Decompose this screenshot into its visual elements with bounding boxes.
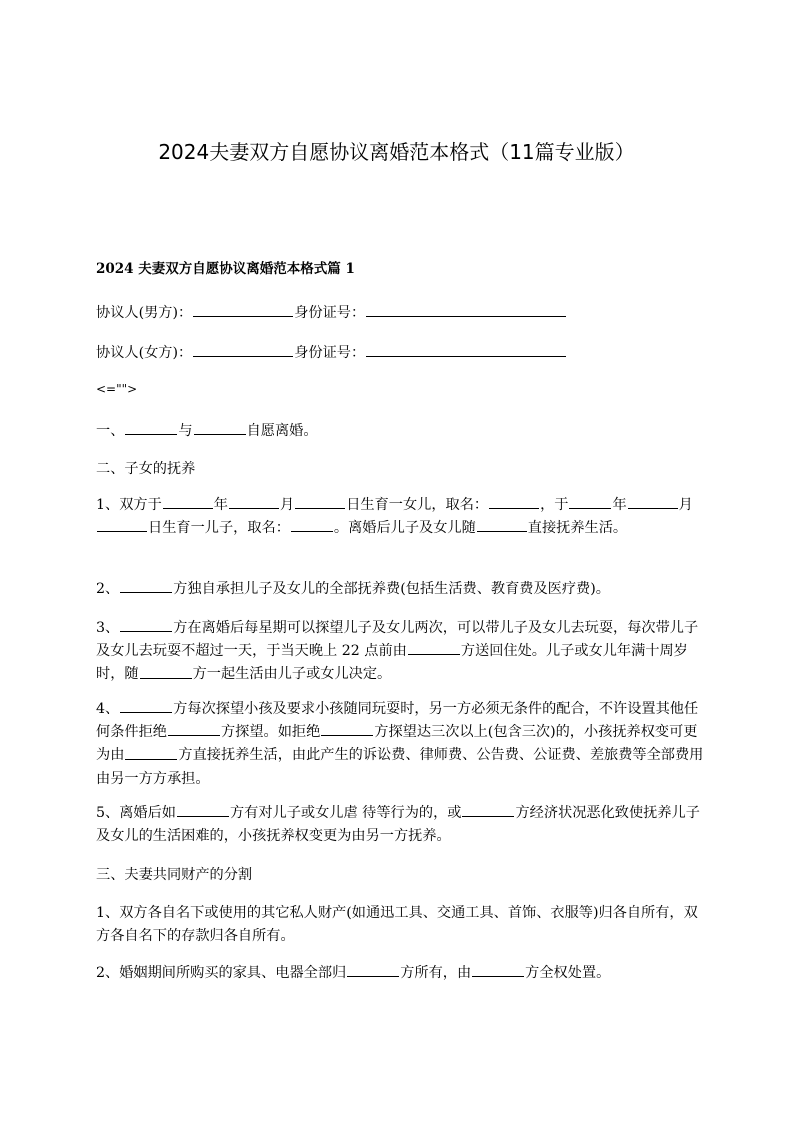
blank [366,302,566,317]
paragraph-3: 3、 方在离婚后每星期可以探望儿子及女儿两次，可以带儿子及女儿去玩耍，每次带儿子及女儿去玩耍不超过一天，于当天晚上 22 点前由 方送回住处。儿子或女儿年满十周岁时，随 方一起生活由儿子或女儿决定。 [96,617,708,687]
blank [408,640,460,655]
blank [125,744,177,759]
blank [321,721,373,736]
heading-child-custody: 二、子女的抚养 [96,461,196,477]
blank [140,663,192,678]
blank [120,698,172,713]
blank [489,494,539,509]
blank [291,517,333,532]
blank [97,517,147,532]
property-clause-1: 1、双方各自名下或使用的其它私人财产(如通迅工具、交通工具、首饰、衣服等)归各自所有，双方各自名下的存款归各自所有。 [96,905,698,944]
female-party-line: 协议人(女方)： 身份证号： [96,342,708,365]
document-title: 2024夫妻双方自愿协议离婚范本格式（11篇专业版） [158,140,635,164]
blank [193,342,293,357]
blank [120,617,172,632]
heading-property-division: 三、夫妻共同财产的分割 [96,867,253,883]
blank [229,494,279,509]
blank [366,342,566,357]
paragraph-1: 1、双方于 年 月 日生育一女儿，取名： ，于 年 月日生育一儿子，取名： 。离婚后儿子及女儿随 直接抚养生活。 [96,494,708,540]
blank [168,721,220,736]
blank [477,517,527,532]
blank [472,962,524,977]
male-party-line: 协议人(男方)： 身份证号： [96,302,708,325]
clause-1: 一、 与 自愿离婚。 [96,420,708,443]
section-title: 2024 夫妻双方自愿协议离婚范本格式篇 1 [96,261,355,277]
paragraph-4: 4、 方每次探望小孩及要求小孩随同玩耍时，另一方必须无条件的配合，不许设置其他任何条件拒绝 方探望。如拒绝 方探望达三次以上(包含三次)的，小孩抚养权变可更为由 方直接抚养生活，由此产生的诉讼费、律师费、公告费、公证费、差旅费等全部费用由另一方方承担。 [96,698,708,791]
property-clause-2: 2、婚姻期间所购买的家具、电器全部归 方所有，由 方全权处置。 [96,962,708,985]
blank [628,494,678,509]
blank [193,302,293,317]
blank [462,802,514,817]
blank [194,420,246,435]
blank [120,578,172,593]
blank [295,494,345,509]
paragraph-2: 2、 方独自承担儿子及女儿的全部抚养费(包括生活费、教育费及医疗费)。 [96,578,708,601]
blank [125,420,177,435]
blank [347,962,399,977]
odd-text: <=""> [96,382,138,396]
blank [177,802,229,817]
blank [569,494,611,509]
blank [163,494,213,509]
paragraph-5: 5、离婚后如 方有对儿子或女儿虐 待等行为的，或 方经济状况恶化致使抚养儿子及女儿的生活困难的，小孩抚养权变更为由另一方抚养。 [96,802,708,848]
